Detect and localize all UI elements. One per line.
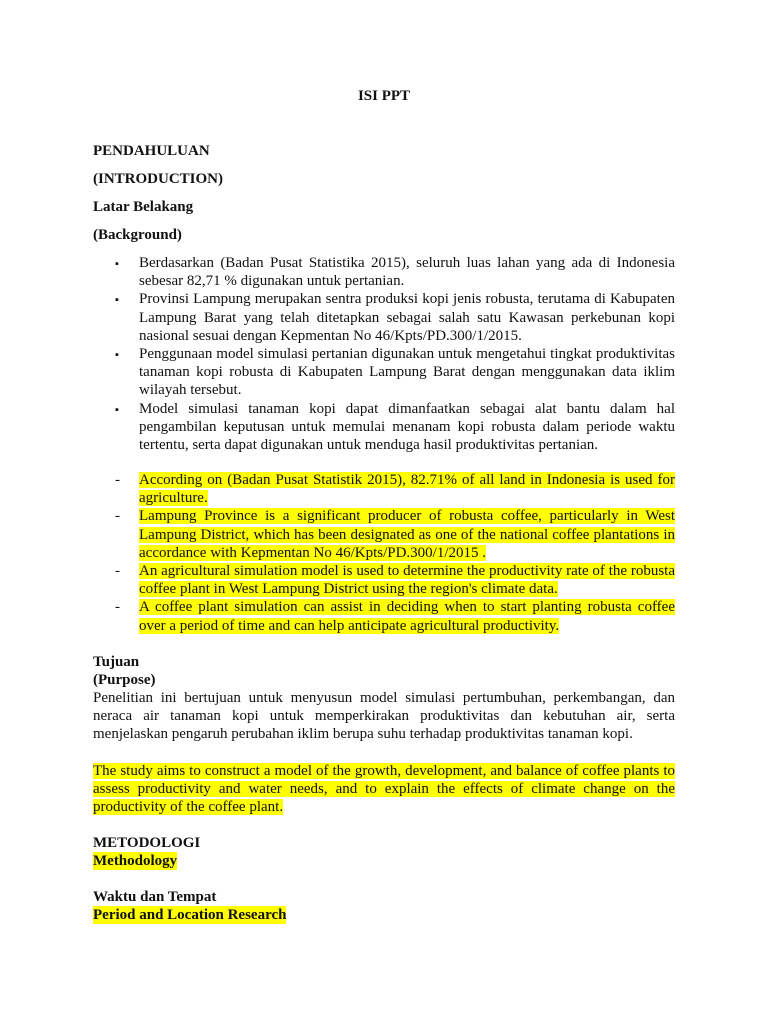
list-item-text: An agricultural simulation model is used to determine the productivity rate of the robusta coffee plant in West Lampung District using the region's climate data. — [139, 563, 675, 598]
purpose-paragraph-en-text: The study aims to construct a model of the growth, development, and balance of coffee plants to assess productivity and water needs, and to explain the effects of climate change on the productivity of the coffee plant. — [93, 763, 675, 816]
list-item — [93, 507, 675, 562]
list-item — [93, 471, 675, 507]
list-item-text: A coffee plant simulation can assist in deciding when to start planting robusta coffee over a period of time and can help anticipate agricultural productivity. — [139, 599, 675, 634]
list-item — [93, 598, 675, 634]
dash-bullet-icon: - — [115, 563, 120, 580]
purpose-heading-id: Tujuan — [93, 654, 140, 670]
period-location-heading-en: Period and Location Research — [93, 907, 287, 923]
document-title: ISI PPT — [357, 88, 411, 104]
background-heading-id: Latar Belakang — [93, 199, 194, 215]
list-item — [93, 345, 675, 400]
methodology-heading-id: METODOLOGI — [93, 835, 201, 851]
list-item-text: Lampung Province is a significant producer of robusta coffee, particularly in West Lampung District, which has been designated as one of the national coffee plantations in accordance with Kepmentan No 46/Kpts/PD.300/1/2015 . — [139, 508, 675, 561]
introduction-heading-en: (INTRODUCTION) — [93, 171, 224, 187]
purpose-paragraph-id: Penelitian ini bertujuan untuk menyusun model simulasi pertumbuhan, perkembangan, dan neraca air tanaman kopi untuk memperkirakan produktivitas dan kebutuhan air, serta menjelaskan pengaruh perubahan iklim berupa suhu terhadap produktivitas tanaman kopi. — [93, 690, 675, 743]
list-item — [93, 400, 675, 455]
list-item-text: According on (Badan Pusat Statistik 2015), 82.71% of all land in Indonesia is used for agriculture. — [139, 472, 675, 507]
list-item-text: Model simulasi tanaman kopi dapat dimanfaatkan sebagai alat bantu dalam hal pengambilan keputusan untuk memulai menanam kopi robusta dalam periode waktu tertentu, serta dapat digunakan untuk menduga hasil produktivitas pertanian. — [139, 400, 675, 454]
period-location-section — [93, 888, 675, 924]
purpose-heading-en: (Purpose) — [93, 672, 156, 688]
methodology-section — [93, 834, 675, 870]
list-item — [93, 290, 675, 345]
dash-bullet-icon: - — [115, 472, 120, 488]
background-dash-list-en — [93, 471, 675, 635]
introduction-section — [93, 142, 675, 254]
dash-bullet-icon: - — [115, 599, 120, 616]
background-bullet-list-id — [93, 254, 675, 454]
background-heading-en: (Background) — [93, 227, 182, 243]
introduction-heading-id: PENDAHULUAN — [93, 143, 210, 159]
square-bullet-icon: ▪ — [115, 349, 119, 362]
list-item-text: Provinsi Lampung merupakan sentra produksi kopi jenis robusta, terutama di Kabupaten Lampung Barat yang telah ditetapkan sebagai salah satu Kawasan perkebunan kopi nasional sesuai dengan Kepmentan No 46/Kpts/PD.300/1/2015. — [139, 291, 675, 344]
square-bullet-icon: ▪ — [115, 258, 119, 270]
period-location-heading-id: Waktu dan Tempat — [93, 889, 217, 905]
purpose-section — [93, 653, 675, 744]
square-bullet-icon: ▪ — [115, 294, 119, 307]
methodology-heading-en: Methodology — [93, 853, 178, 869]
list-item — [93, 562, 675, 598]
square-bullet-icon: ▪ — [115, 403, 119, 416]
list-item — [93, 254, 675, 290]
list-item-text: Berdasarkan (Badan Pusat Statistika 2015), seluruh luas lahan yang ada di Indonesia sebesar 82,71 % digunakan untuk pertanian. — [139, 255, 675, 290]
dash-bullet-icon: - — [115, 508, 120, 525]
purpose-paragraph-en — [93, 762, 675, 817]
list-item-text: Penggunaan model simulasi pertanian digunakan untuk mengetahui tingkat produktivitas tanaman kopi robusta di Kabupaten Lampung Barat dengan menggunakan data iklim wilayah tersebut. — [139, 346, 675, 399]
